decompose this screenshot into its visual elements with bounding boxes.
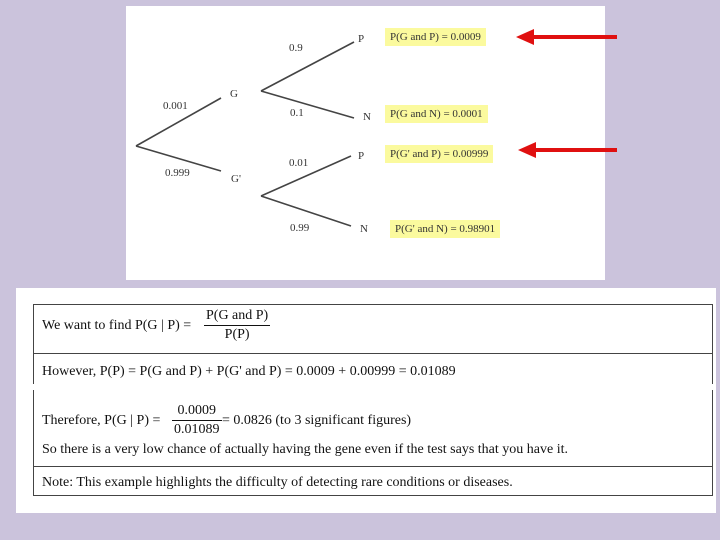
therefore-fraction (172, 403, 222, 438)
conclusion-line: So there is a very low chance of actually having the gene even if the test says that you have it. (42, 442, 568, 457)
result-g-and-p: P(G and P) = 0.0009 (385, 28, 486, 46)
prob-g-n: 0.1 (290, 107, 304, 119)
therefore-denominator: 0.01089 (174, 422, 220, 437)
frame-gap (16, 384, 716, 390)
prob-gprime-n: 0.99 (290, 222, 310, 234)
therefore-numerator: 0.0009 (177, 403, 216, 418)
node-g: G (230, 88, 238, 100)
arrow-icon (516, 29, 617, 45)
fraction-bar (172, 420, 222, 421)
divider (33, 353, 712, 354)
result-gprime-and-n: P(G' and N) = 0.98901 (390, 220, 500, 238)
note-line: Note: This example highlights the difficulty of detecting rare conditions or diseases. (42, 475, 513, 490)
node-g-p: P (358, 33, 365, 45)
node-gprime-n: N (360, 223, 368, 235)
divider (33, 466, 712, 467)
want-fraction (204, 308, 270, 343)
result-g-and-n: P(G and N) = 0.0001 (385, 105, 488, 123)
prob-g-p: 0.9 (289, 42, 303, 54)
arrow-icon (518, 142, 617, 158)
however-line: However, P(P) = P(G and P) + P(G' and P) = 0.0009 + 0.00999 = 0.01089 (42, 364, 456, 379)
therefore-prefix: Therefore, P(G | P) = (42, 413, 161, 428)
prob-root-g: 0.001 (163, 100, 188, 112)
result-gprime-and-p: P(G' and P) = 0.00999 (385, 145, 493, 163)
working-panel (16, 288, 716, 513)
node-g-n: N (363, 111, 371, 123)
fraction-bar (204, 325, 270, 326)
want-prefix: We want to find P(G | P) = (42, 318, 192, 333)
want-numerator: P(G and P) (206, 308, 269, 323)
prob-gprime-p: 0.01 (289, 157, 309, 169)
node-gprime: G' (231, 173, 241, 185)
want-denominator: P(P) (224, 327, 250, 342)
node-gprime-p: P (358, 150, 365, 162)
prob-root-gprime: 0.999 (165, 167, 190, 179)
therefore-suffix: = 0.0826 (to 3 significant figures) (222, 413, 412, 428)
